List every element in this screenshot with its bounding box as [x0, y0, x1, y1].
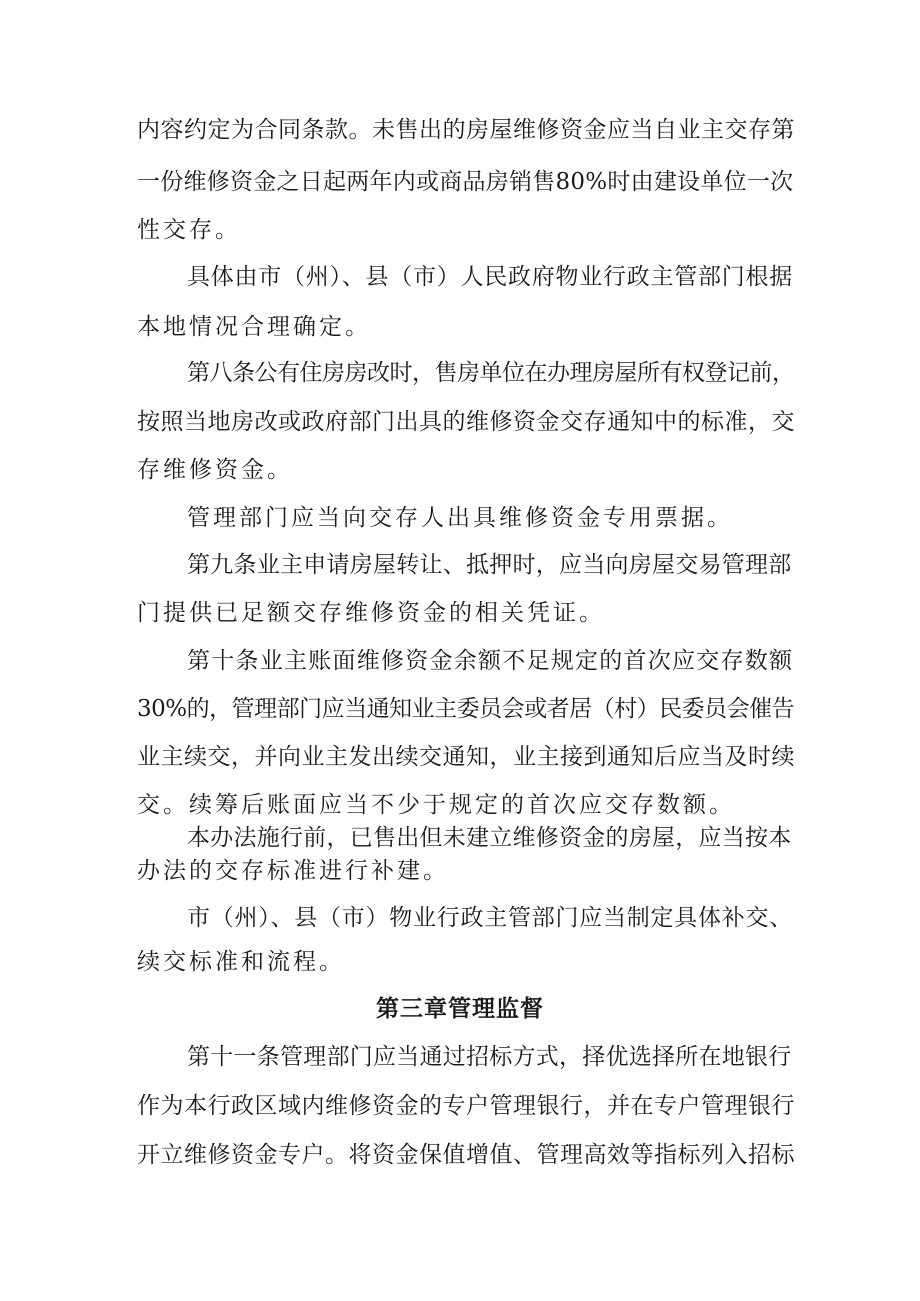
chapter-heading: 第三章管理监督 — [376, 996, 544, 1022]
paragraph-line: 具体由市（州）、县（市）人民政府物业行政主管部门根据 — [187, 264, 793, 290]
paragraph-line: 作为本行政区域内维修资金的专户管理银行，并在专户管理银行 — [137, 1093, 795, 1119]
paragraph-line: 本地情况合理确定。 — [137, 314, 371, 340]
paragraph-line: 交。续筹后账面应当不少于规定的首次应交存数额。 — [137, 792, 735, 818]
paragraph-line: 本办法施行前，已售出但未建立维修资金的房屋，应当按本 — [187, 825, 792, 851]
paragraph-line: 按照当地房改或政府部门出具的维修资金交存通知中的标准，交 — [137, 409, 795, 435]
paragraph-line: 第九条业主申请房屋转让、抵押时，应当向房屋交易管理部 — [187, 552, 792, 578]
paragraph-line: 性交存。 — [137, 217, 241, 243]
paragraph-line: 业主续交，并向业主发出续交通知，业主接到通知后应当及时续 — [137, 744, 795, 770]
paragraph-line: 一份维修资金之日起两年内或商品房销售80%时由建设单位一次 — [137, 169, 794, 195]
paragraph-line: 第十条业主账面维修资金余额不足规定的首次应交存数额 — [187, 648, 794, 674]
paragraph-line: 续交标准和流程。 — [137, 949, 345, 975]
paragraph-line: 存维修资金。 — [137, 457, 293, 483]
paragraph-line: 第十一条管理部门应当通过招标方式，择优选择所在地银行 — [187, 1044, 792, 1070]
paragraph-line: 管理部门应当向交存人出具维修资金专用票据。 — [187, 505, 733, 531]
paragraph-line: 第八条公有住房房改时，售房单位在办理房屋所有权登记前， — [187, 360, 795, 386]
paragraph-line: 30%的，管理部门应当通知业主委员会或者居（村）民委员会催告 — [137, 696, 795, 722]
paragraph-line: 办法的交存标准进行补建。 — [137, 858, 449, 884]
paragraph-line: 开立维修资金专户。将资金保值增值、管理高效等指标列入招标 — [137, 1142, 795, 1168]
paragraph-line: 门提供已足额交存维修资金的相关凭证。 — [137, 600, 605, 626]
paragraph-line: 内容约定为合同条款。未售出的房屋维修资金应当自业主交存第 — [137, 117, 795, 143]
paragraph-line: 市（州）、县（市）物业行政主管部门应当制定具体补交、 — [187, 905, 793, 931]
